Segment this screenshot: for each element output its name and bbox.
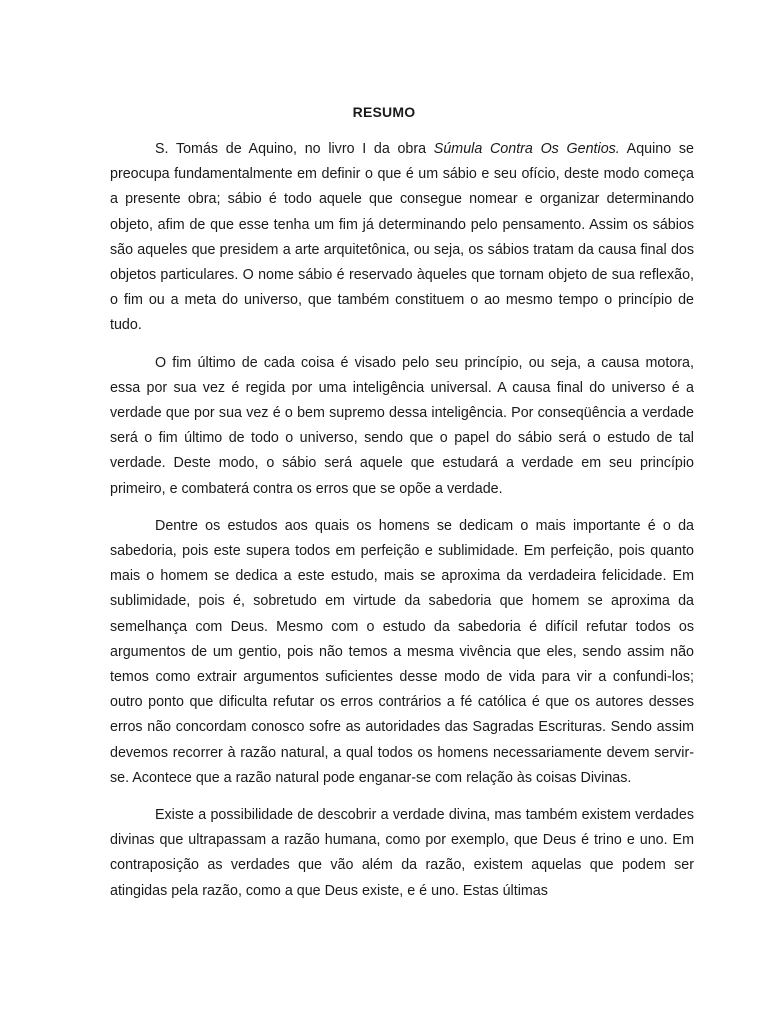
book-title: Súmula Contra Os Gentios. [433, 141, 620, 157]
paragraph-3: Dentre os estudos aos quais os homens se dedicam o mais importante é o da sabedoria, pois este supera todos em perfeição e sublimidade. Em perfeição, pois quanto mais o homem se dedica a este estudo, mais se aproxima da verdadeira felicidade. Em sublimidade, pois é, sobretudo em virtude da sabedoria que homem se aproxima da semelhança com Deus. Mesmo com o estudo da sabedoria é difícil refutar todos os argumentos de um gentio, pois não temos a mesma vivência que eles, sendo assim não temos como extrair argumentos suficientes desse modo de vida para vir a confundi-los; outro ponto que dificulta refutar os erros contrários a fé católica é que os autores desses erros não concordam conosco sofre as autoridades das Sagradas Escrituras. Sendo assim devemos recorrer à razão natural, a qual todos os homens necessariamente devem servir-se. Acontece que a razão natural pode enganar-se com relação às coisas Divinas. [110, 517, 694, 786]
paragraph-4: Existe a possibilidade de descobrir a verdade divina, mas também existem verdades divinas que ultrapassam a razão humana, como por exemplo, que Deus é trino e uno. Em contraposição as verdades que vão além da razão, existem aquelas que podem ser atingidas pela razão, como a que Deus existe, e é uno. Estas últimas [110, 807, 694, 899]
paragraph-1-intro: S. Tomás de Aquino, no livro I da obra [155, 141, 434, 157]
paragraph-1 [110, 137, 694, 339]
paragraph-2: O fim último de cada coisa é visado pelo seu princípio, ou seja, a causa motora, essa por sua vez é regida por uma inteligência universal. A causa final do universo é a verdade que por sua vez é o bem supremo dessa inteligência. Por conseqüência a verdade será o fim último de todo o universo, sendo que o papel do sábio será o estudo de tal verdade. Deste modo, o sábio será aquele que estudará a verdade em seu princípio primeiro, e combaterá contra os erros que se opõe a verdade. [110, 354, 694, 497]
document-body [110, 137, 694, 916]
document-title: RESUMO [352, 104, 416, 120]
paragraph-1-rest: Aquino se preocupa fundamentalmente em definir o que é um sábio e seu ofício, deste modo começa a presente obra; sábio é todo aquele que consegue nomear e organizar determinando objeto, afim de que esse tenha um fim já determinando pelo pensamento. Assim os sábios são aqueles que presidem a arte arquitetônica, ou seja, os sábios tratam da causa final dos objetos particulares. O nome sábio é reservado àqueles que tornam objeto de sua reflexão, o fim ou a meta do universo, que também constituem o ao mesmo tempo o princípio de tudo. [110, 141, 694, 334]
